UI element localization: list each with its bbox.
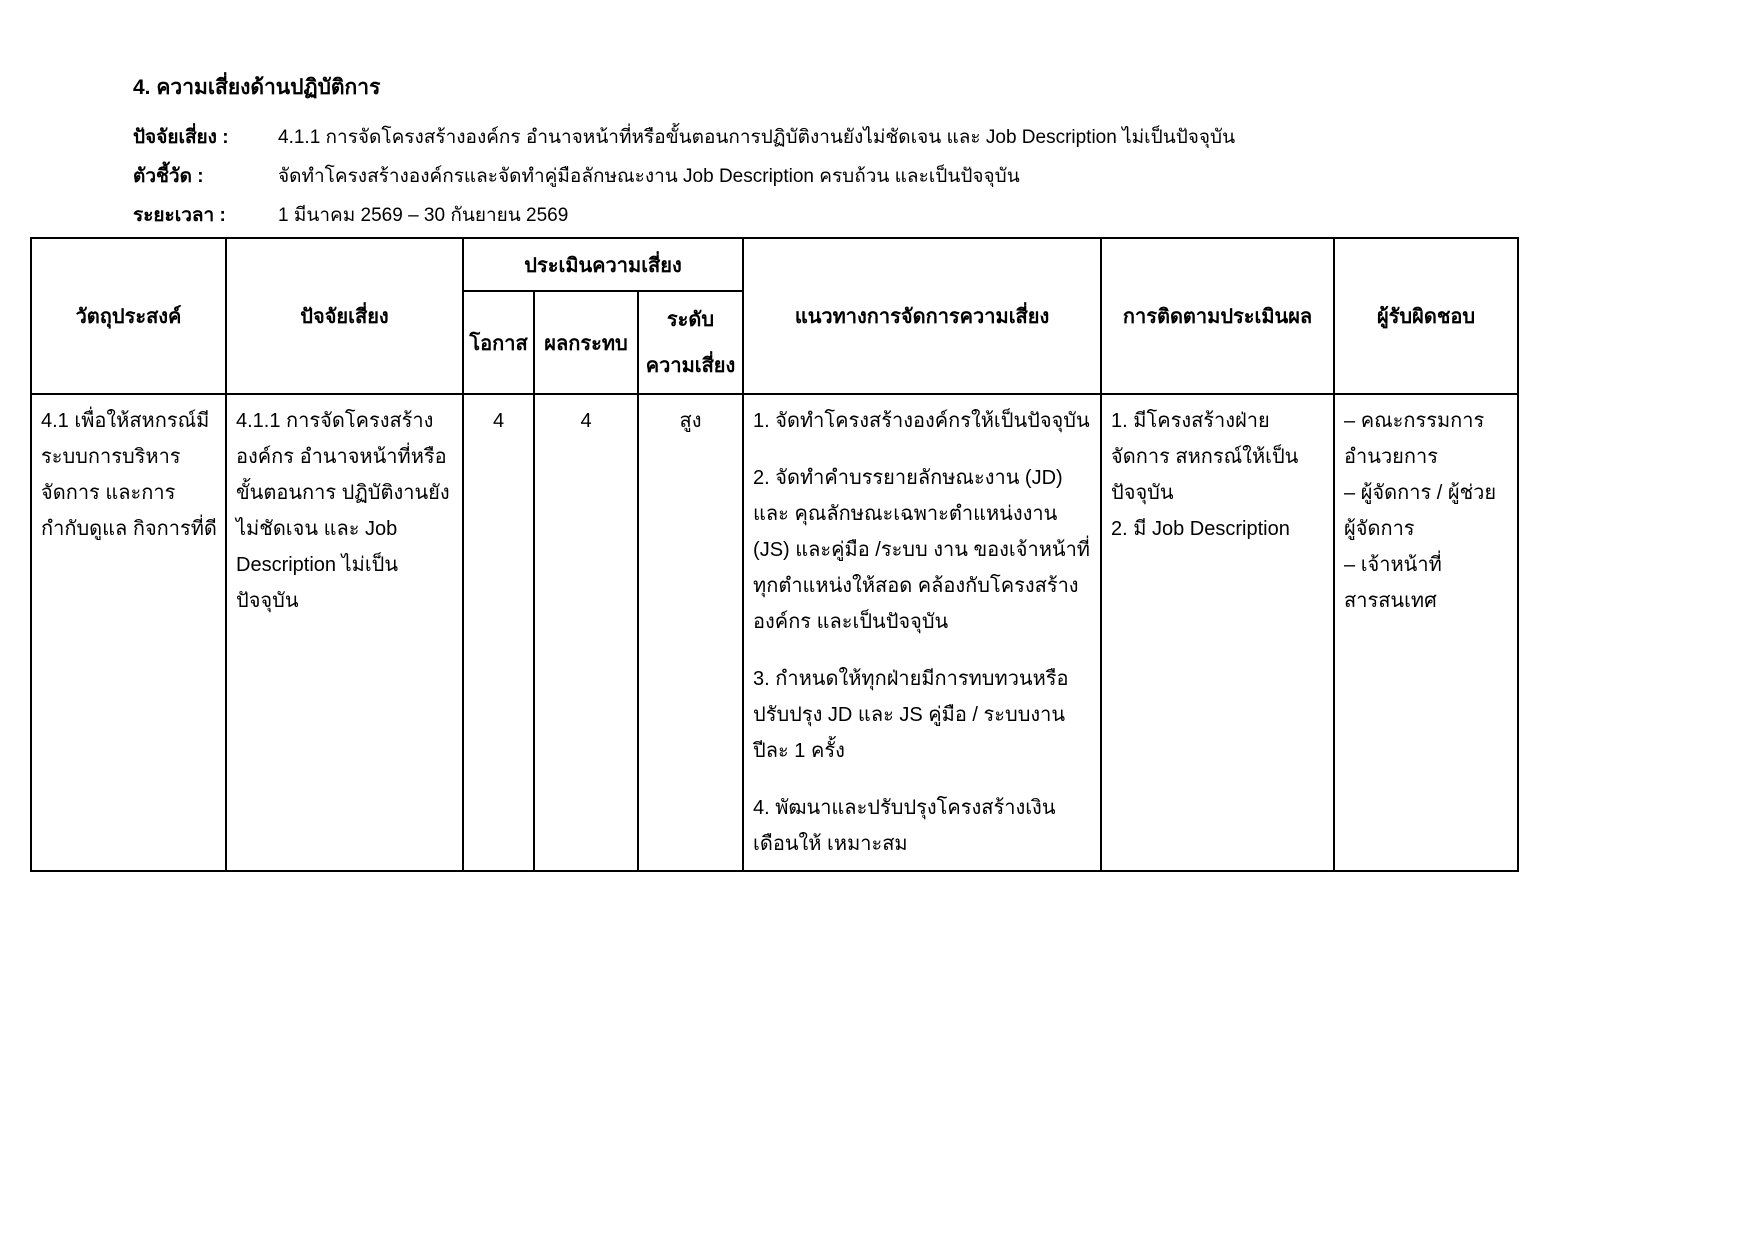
cell-management: [743, 394, 1101, 871]
meta-label-risk-factor: ปัจจัยเสี่ยง :: [133, 127, 229, 148]
header-risk-level-line2: ความเสี่ยง: [645, 354, 736, 377]
meta-value-indicator: จัดทำโครงสร้างองค์กรและจัดทำคู่มือลักษณะงาน Job Description ครบถ้วน และเป็นปัจจุบัน: [278, 166, 1020, 187]
header-likelihood: โอกาส: [463, 291, 534, 394]
header-risk-level-line1: ระดับ: [666, 308, 715, 331]
management-item: 3. กำหนดให้ทุกฝ่ายมีการทบทวนหรือ ปรับปรุง JD และ JS คู่มือ / ระบบงาน ปีละ 1 ครั้ง: [753, 668, 1069, 762]
meta-row-risk-factor: [133, 127, 1513, 149]
header-responsible: ผู้รับผิดชอบ: [1334, 238, 1518, 394]
header-monitoring: การติดตามประเมินผล: [1101, 238, 1334, 394]
meta-row-indicator: [133, 166, 1513, 188]
cell-monitoring: [1101, 394, 1334, 871]
meta-value-period: 1 มีนาคม 2569 – 30 กันยายน 2569: [278, 205, 569, 226]
responsible-item: – คณะกรรมการ อำนวยการ: [1344, 410, 1485, 468]
management-item: 1. จัดทำโครงสร้างองค์กรให้เป็นปัจจุบัน: [753, 410, 1090, 432]
header-row-top: [31, 238, 1518, 291]
header-risk-factor: ปัจจัยเสี่ยง: [226, 238, 463, 394]
monitoring-item: 2. มี Job Description: [1111, 518, 1290, 540]
header-impact: ผลกระทบ: [534, 291, 638, 394]
meta-label-period: ระยะเวลา :: [133, 205, 226, 226]
management-item: 2. จัดทำคำบรรยายลักษณะงาน (JD) และ คุณลักษณะเฉพาะตำแหน่งงาน (JS) และคู่มือ /ระบบ งาน ของเจ้าหน้าที่ทุกตำแหน่งให้สอด คล้องกับโครงสร้างองค์กร และเป็นปัจจุบัน: [753, 467, 1090, 633]
management-item: 4. พัฒนาและปรับปรุงโครงสร้างเงินเดือนให้ เหมาะสม: [753, 797, 1056, 855]
responsible-item: – ผู้จัดการ / ผู้ช่วย ผู้จัดการ: [1344, 482, 1497, 540]
responsible-item: – เจ้าหน้าที่ สารสนเทศ: [1344, 554, 1442, 612]
meta-label-indicator: ตัวชี้วัด :: [133, 166, 204, 187]
cell-responsible: [1334, 394, 1518, 871]
table-row: [31, 394, 1518, 871]
header-assessment-group: ประเมินความเสี่ยง: [463, 238, 743, 291]
cell-impact: 4: [534, 394, 638, 871]
meta-block: [133, 127, 1513, 244]
header-management: แนวทางการจัดการความเสี่ยง: [743, 238, 1101, 394]
cell-risk-factor: 4.1.1 การจัดโครงสร้างองค์กร อำนาจหน้าที่หรือขั้นตอนการ ปฏิบัติงานยังไม่ชัดเจน และ Job Description ไม่เป็น ปัจจุบัน: [226, 394, 463, 871]
monitoring-item: 1. มีโครงสร้างฝ่ายจัดการ สหกรณ์ให้เป็นปัจจุบัน: [1111, 410, 1299, 504]
cell-likelihood: 4: [463, 394, 534, 871]
risk-table: [30, 237, 1519, 872]
header-objective: วัตถุประสงค์: [31, 238, 226, 394]
cell-risk-level: สูง: [638, 394, 743, 871]
cell-objective: 4.1 เพื่อให้สหกรณ์มี ระบบการบริหารจัดการ และการกำกับดูแล กิจการที่ดี: [31, 394, 226, 871]
page-title: 4. ความเสี่ยงด้านปฏิบัติการ: [133, 76, 381, 99]
header-risk-level: [638, 291, 743, 394]
meta-value-risk-factor: 4.1.1 การจัดโครงสร้างองค์กร อำนาจหน้าที่หรือขั้นตอนการปฏิบัติงานยังไม่ชัดเจน และ Job Description ไม่เป็นปัจจุบัน: [278, 127, 1236, 148]
meta-row-period: [133, 205, 1513, 227]
